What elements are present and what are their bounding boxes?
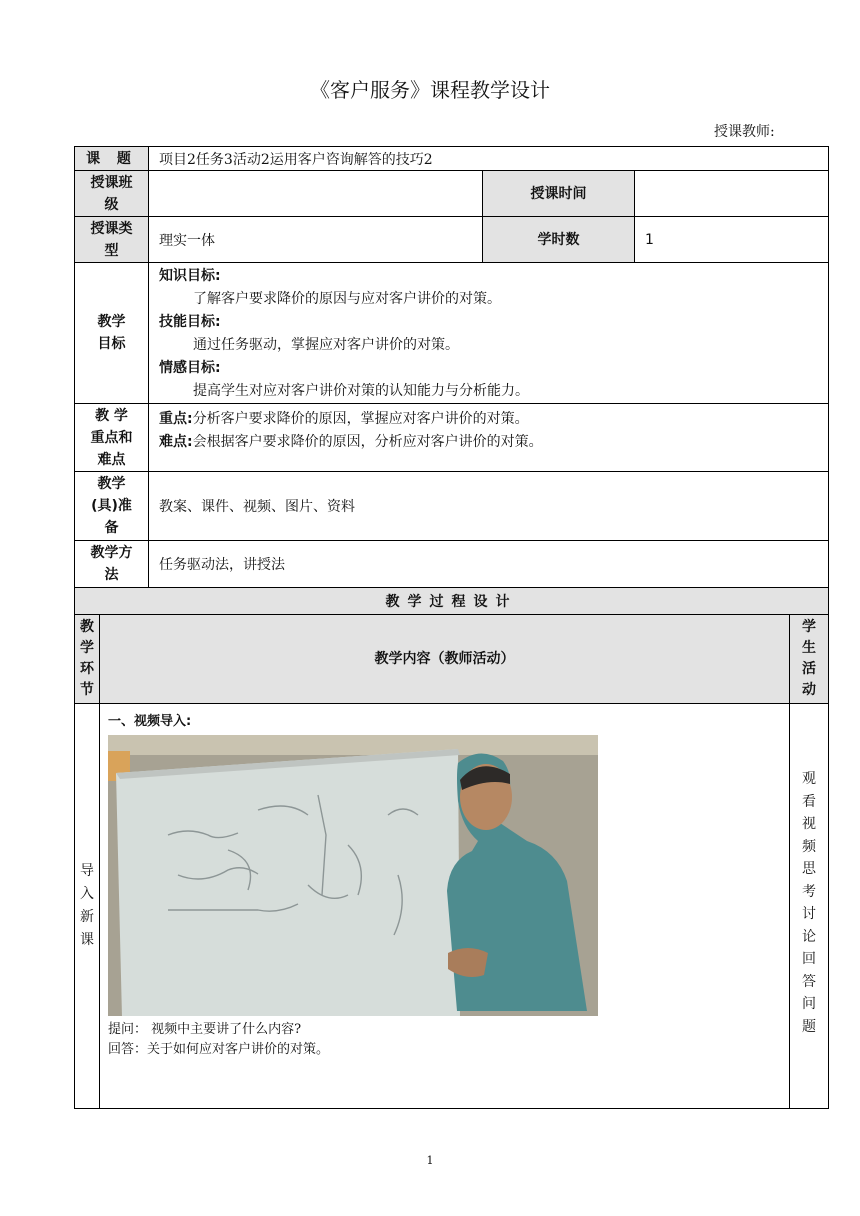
student-activity xyxy=(790,704,829,1109)
intro-stage-row xyxy=(75,704,829,1109)
student-activity-char: 考 xyxy=(802,883,816,900)
process-section-title: 教学过程设计 xyxy=(75,588,829,615)
topic-value: 项目2任务3活动2运用客户咨询解答的技巧2 xyxy=(149,147,829,171)
video-intro-heading: 一、视频导入: xyxy=(108,714,192,729)
emotion-goal-text: 提高学生对应对客户讲价对策的认知能力与分析能力。 xyxy=(193,383,529,399)
time-value xyxy=(635,171,829,217)
prep-row xyxy=(75,472,829,541)
question-text: 提问： 视频中主要讲了什么内容? xyxy=(108,1022,302,1037)
student-activity-char: 频 xyxy=(802,838,816,855)
knowledge-goal-text: 了解客户要求降价的原因与应对客户讲价的对策。 xyxy=(193,291,501,307)
topic-label: 课 题 xyxy=(75,147,149,171)
type-row xyxy=(75,217,829,263)
teacher-label: 授课教师: xyxy=(714,124,775,140)
skill-goal-text: 通过任务驱动，掌握应对客户讲价的对策。 xyxy=(193,337,459,353)
student-activity-char: 问 xyxy=(802,996,816,1012)
time-label: 授课时间 xyxy=(483,171,635,217)
student-header-char: 学 xyxy=(802,619,816,635)
stage-header-char: 节 xyxy=(80,682,94,698)
type-value: 理实一体 xyxy=(149,217,483,263)
answer-text: 回答：关于如何应对客户讲价的对策。 xyxy=(108,1042,330,1057)
class-label-line2: 级 xyxy=(104,196,119,213)
keypoints-label-line2: 重点和 xyxy=(90,429,133,446)
lesson-plan-table xyxy=(74,146,829,1109)
student-activity-char: 答 xyxy=(802,973,816,990)
knowledge-goal-title: 知识目标: xyxy=(159,268,221,284)
key-point xyxy=(159,408,828,431)
student-column-header xyxy=(790,615,829,704)
keypoints-content xyxy=(149,404,829,472)
stage-header-char: 学 xyxy=(80,640,94,656)
prep-label-line3: 备 xyxy=(104,520,119,536)
student-header-char: 动 xyxy=(802,682,816,698)
page-number: 1 xyxy=(426,1154,434,1167)
type-label-line2: 型 xyxy=(104,242,119,259)
student-activity-char: 回 xyxy=(802,951,816,967)
stage-intro-char: 入 xyxy=(80,886,94,902)
student-header-char: 生 xyxy=(802,640,816,656)
prep-value: 教案、课件、视频、图片、资料 xyxy=(149,472,829,541)
difficult-point-title: 难点: xyxy=(159,434,193,450)
stage-column-header xyxy=(75,615,100,704)
stage-intro xyxy=(75,704,100,1109)
hours-label: 学时数 xyxy=(483,217,635,263)
difficult-point-text: 会根据客户要求降价的原因，分析应对客户讲价的对策。 xyxy=(192,434,543,450)
keypoints-row xyxy=(75,404,829,472)
stage-header-char: 环 xyxy=(80,661,94,677)
type-label-line1: 授课类 xyxy=(90,220,133,237)
keypoints-label-line3: 难点 xyxy=(97,451,126,468)
prep-label-line1: 教学 xyxy=(97,476,126,492)
stage-header-char: 教 xyxy=(80,619,94,635)
class-label-line1: 授课班 xyxy=(90,174,133,191)
skill-goal-title: 技能目标: xyxy=(159,314,221,330)
student-activity-char: 论 xyxy=(802,928,816,945)
student-header-char: 活 xyxy=(802,661,816,677)
goals-content xyxy=(149,263,829,404)
type-label xyxy=(75,217,149,263)
goals-row xyxy=(75,263,829,404)
emotion-goal-title: 情感目标: xyxy=(159,360,221,376)
goals-label xyxy=(75,263,149,404)
prep-label-line2: (具)准 xyxy=(91,498,132,514)
student-activity-char: 思 xyxy=(802,861,816,877)
topic-row xyxy=(75,147,829,171)
method-label-line2: 法 xyxy=(104,567,119,583)
key-point-text: 分析客户要求降价的原因，掌握应对客户讲价的对策。 xyxy=(192,411,529,427)
class-row xyxy=(75,171,829,217)
student-activity-char: 观 xyxy=(802,771,816,787)
content-column-header: 教学内容（教师活动） xyxy=(100,615,790,704)
student-activity-char: 视 xyxy=(802,816,816,832)
keypoints-label xyxy=(75,404,149,472)
document-title: 《客户服务》课程教学设计 xyxy=(310,78,550,102)
method-value: 任务驱动法，讲授法 xyxy=(149,541,829,588)
goals-label-line1: 教学 xyxy=(97,314,126,330)
stage-intro-char: 导 xyxy=(80,863,94,879)
intro-content xyxy=(100,704,790,1109)
method-row xyxy=(75,541,829,588)
key-point-title: 重点: xyxy=(159,411,193,427)
process-section-row xyxy=(75,588,829,615)
keypoints-label-line1: 教 学 xyxy=(95,407,128,424)
difficult-point xyxy=(159,431,828,454)
lecture-video-thumbnail[interactable] xyxy=(108,735,598,1016)
student-activity-char: 题 xyxy=(802,1018,816,1035)
goals-label-line2: 目标 xyxy=(97,336,126,352)
class-value xyxy=(149,171,483,217)
lecture-scene-image xyxy=(108,735,598,1016)
prep-label xyxy=(75,472,149,541)
student-activity-char: 看 xyxy=(802,793,816,810)
process-header-row xyxy=(75,615,829,704)
stage-intro-char: 新 xyxy=(80,909,94,925)
class-label xyxy=(75,171,149,217)
student-activity-char: 讨 xyxy=(802,906,816,922)
stage-intro-char: 课 xyxy=(80,932,94,948)
method-label xyxy=(75,541,149,588)
method-label-line1: 教学方 xyxy=(90,545,133,561)
hours-value: 1 xyxy=(635,217,829,263)
